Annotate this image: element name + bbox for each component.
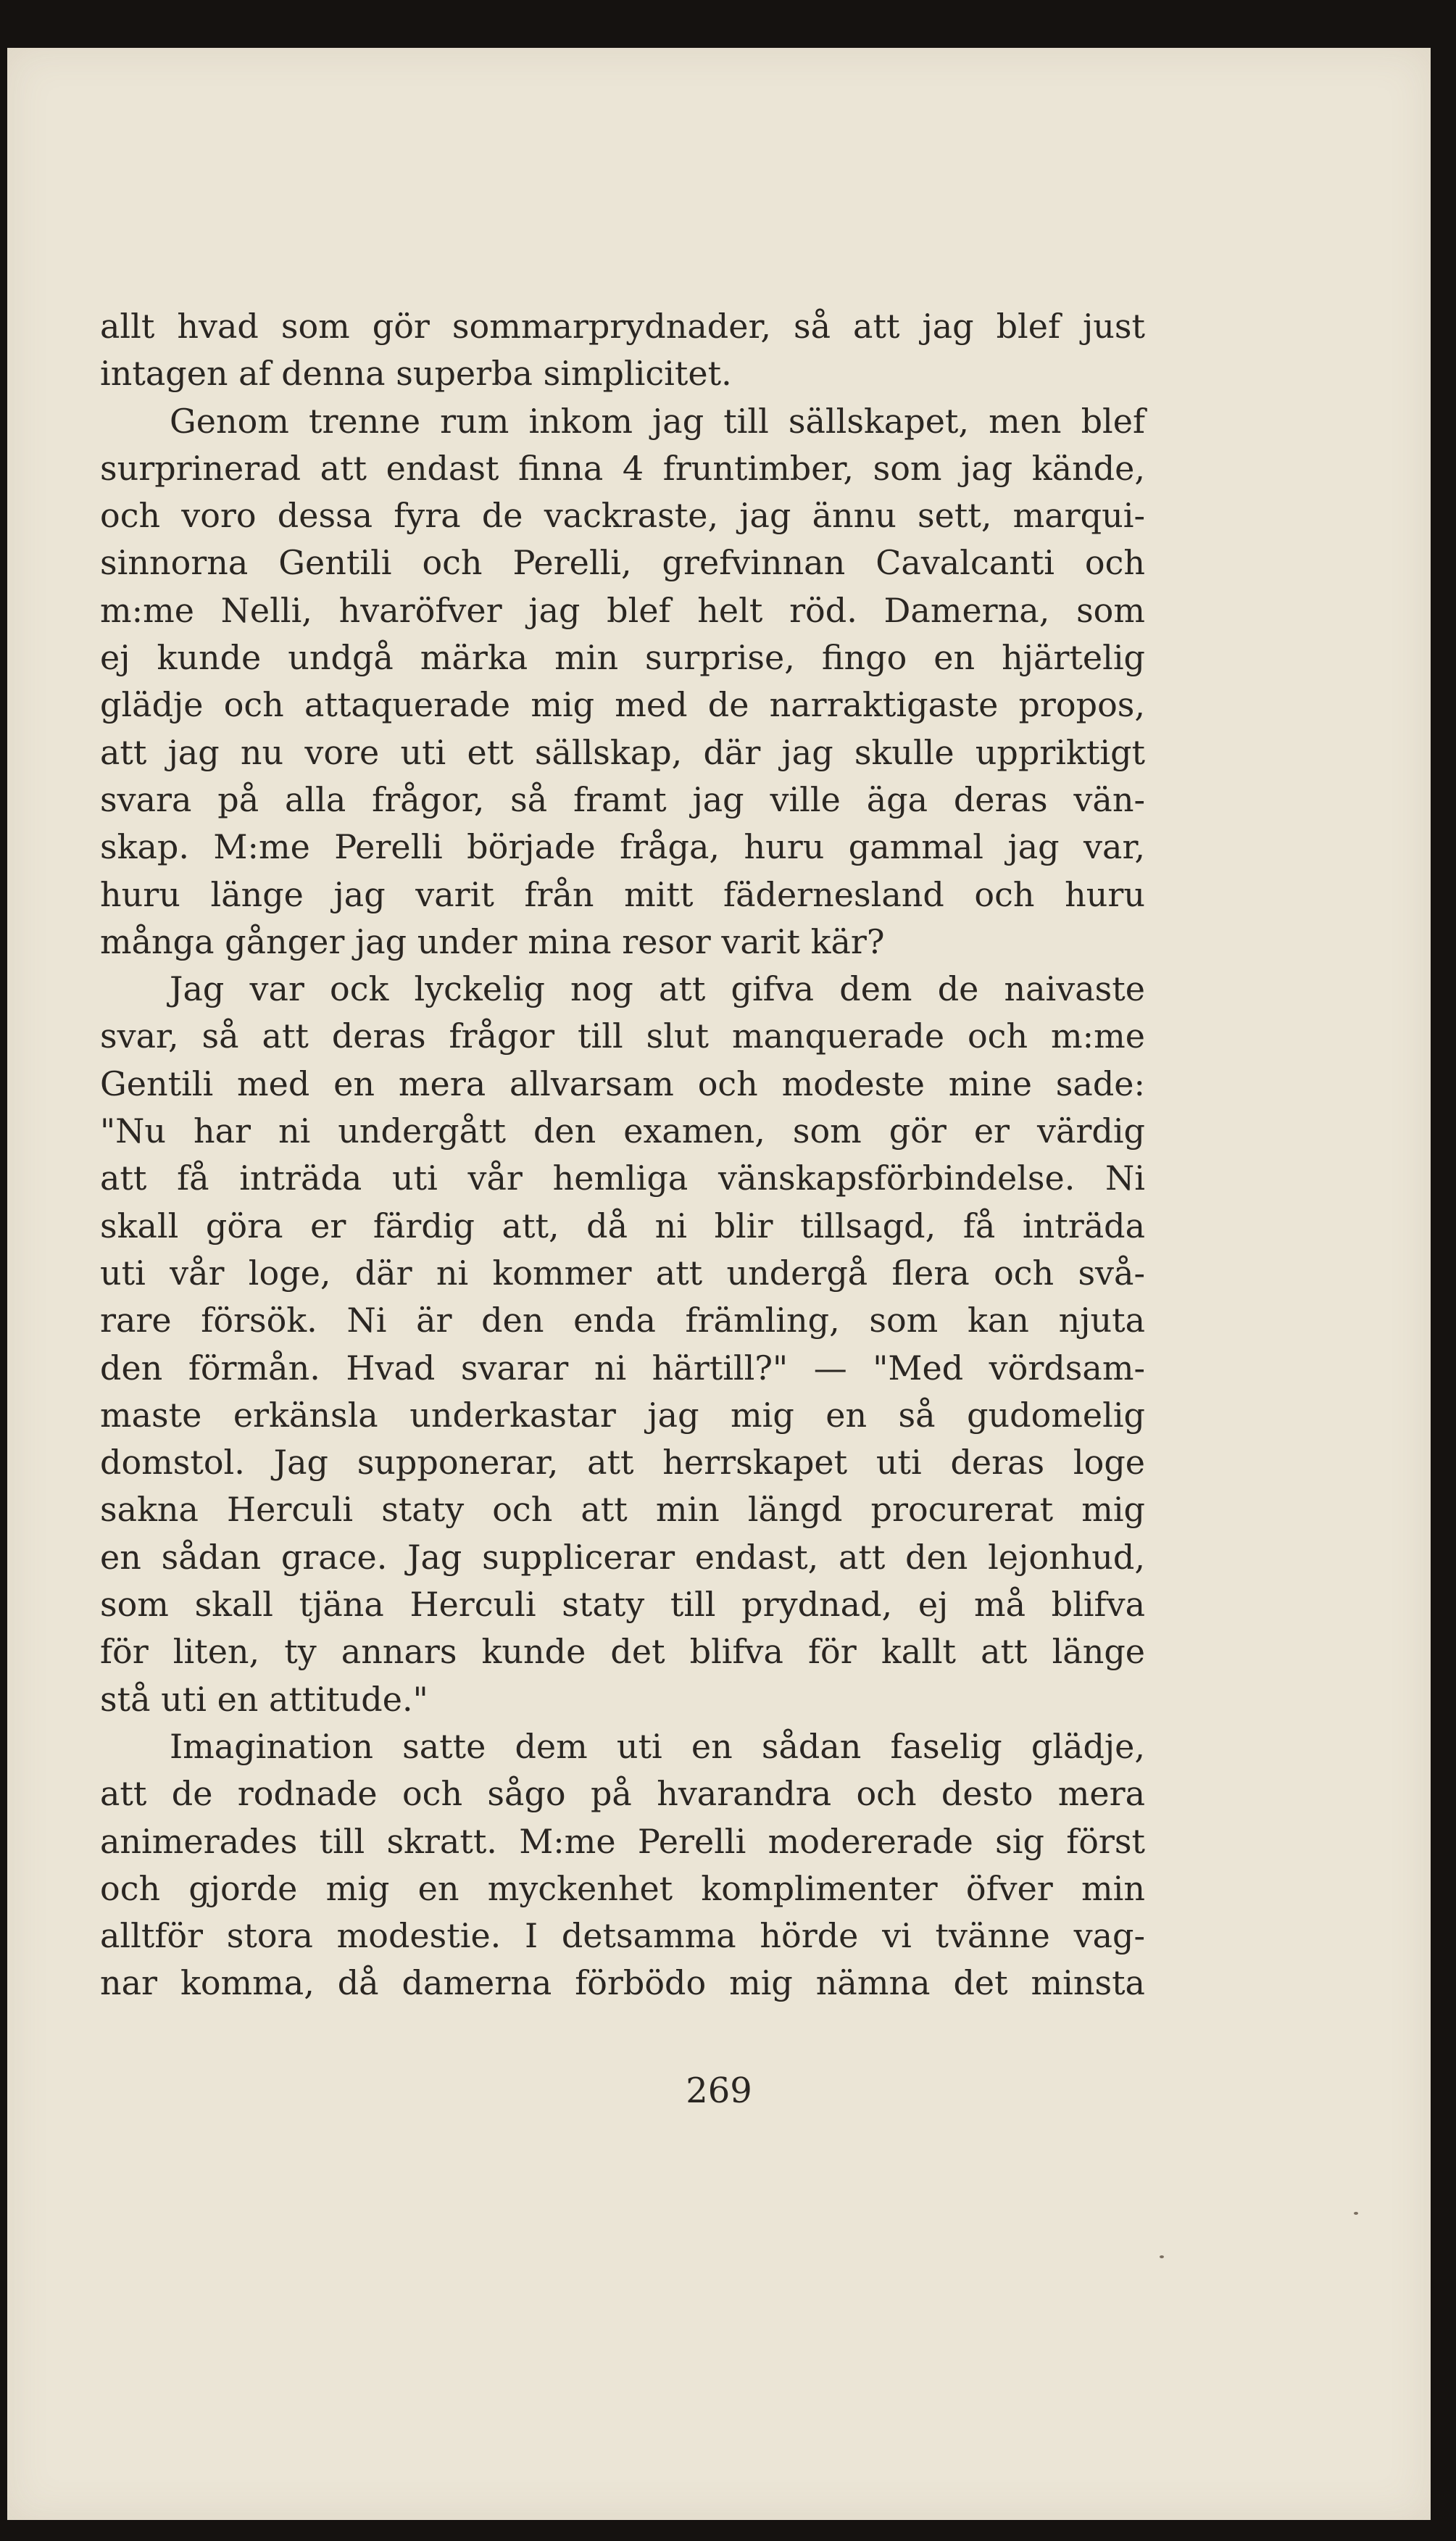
text-line: maste erkänsla underkastar jag mig en så gudomelig — [100, 1395, 1145, 1435]
text-line: att få inträda uti vår hemliga vänskapsförbindelse. Ni — [100, 1158, 1145, 1198]
text-line: domstol. Jag supponerar, att herrskapet uti deras loge — [100, 1443, 1145, 1483]
text-line: och gjorde mig en myckenhet komplimenter öfver min — [100, 1868, 1145, 1908]
text-line: för liten, ty annars kunde det blifva för kallt att länge — [100, 1632, 1145, 1672]
text-line: m:me Nelli, hvaröfver jag blef helt röd. Damerna, som — [100, 590, 1145, 630]
text-line: Jag var ock lyckelig nog att gifva dem de naivaste — [170, 969, 1145, 1009]
text-line: "Nu har ni undergått den examen, som gör er värdig — [100, 1111, 1145, 1151]
text-line: uti vår loge, där ni kommer att undergå flera och svå- — [100, 1253, 1145, 1293]
text-line: den förmån. Hvad svarar ni härtill?" — "Med vördsam- — [100, 1348, 1145, 1388]
text-line: stå uti en attitude." — [100, 1679, 428, 1719]
text-line: Imagination satte dem uti en sådan faselig glädje, — [170, 1726, 1145, 1766]
text-line: nar komma, då damerna förbödo mig nämna det minsta — [100, 1963, 1145, 2003]
text-line: svar, så att deras frågor till slut manquerade och m:me — [100, 1016, 1145, 1056]
text-line: Genom trenne rum inkom jag till sällskapet, men blef — [170, 401, 1145, 441]
page-number: 269 — [686, 2070, 752, 2111]
text-line: många gånger jag under mina resor varit kär? — [100, 921, 885, 961]
text-line: glädje och attaquerade mig med de narraktigaste propos, — [100, 685, 1145, 725]
text-line: huru länge jag varit från mitt fädernesland och huru — [100, 874, 1145, 914]
text-line: alltför stora modestie. I detsamma hörde vi tvänne vag- — [100, 1916, 1145, 1956]
text-line: intagen af denna superba simplicitet. — [100, 354, 732, 394]
text-line: sinnorna Gentili och Perelli, grefvinnan Cavalcanti och — [100, 543, 1145, 583]
text-line: en sådan grace. Jag supplicerar endast, att den lejonhud, — [100, 1537, 1145, 1577]
book-page — [7, 48, 1431, 2520]
text-line: och voro dessa fyra de vackraste, jag ännu sett, marqui- — [100, 496, 1145, 536]
body-text — [100, 303, 1145, 2007]
text-line: sakna Herculi staty och att min längd procurerat mig — [100, 1490, 1145, 1530]
text-line: animerades till skratt. M:me Perelli modererade sig först — [100, 1821, 1145, 1861]
text-line: som skall tjäna Herculi staty till prydnad, ej må blifva — [100, 1585, 1145, 1625]
text-line: rare försök. Ni är den enda främling, som kan njuta — [100, 1301, 1145, 1340]
text-line: att jag nu vore uti ett sällskap, där jag skulle uppriktigt — [100, 732, 1145, 772]
paper-speck — [1354, 2212, 1358, 2215]
text-line: skall göra er färdig att, då ni blir tillsagd, få inträda — [100, 1206, 1145, 1245]
text-line: skap. M:me Perelli började fråga, huru gammal jag var, — [100, 827, 1145, 867]
paper-speck — [1160, 2255, 1164, 2258]
text-line: ej kunde undgå märka min surprise, fingo en hjärtelig — [100, 638, 1145, 678]
text-line: svara på alla frågor, så framt jag ville äga deras vän- — [100, 779, 1145, 819]
text-line: allt hvad som gör sommarprydnader, så att jag blef just — [100, 307, 1145, 346]
text-line: att de rodnade och sågo på hvarandra och desto mera — [100, 1774, 1145, 1814]
text-line: Gentili med en mera allvarsam och modeste mine sade: — [100, 1064, 1145, 1103]
text-line: surprinerad att endast finna 4 fruntimber, som jag kände, — [100, 448, 1145, 488]
